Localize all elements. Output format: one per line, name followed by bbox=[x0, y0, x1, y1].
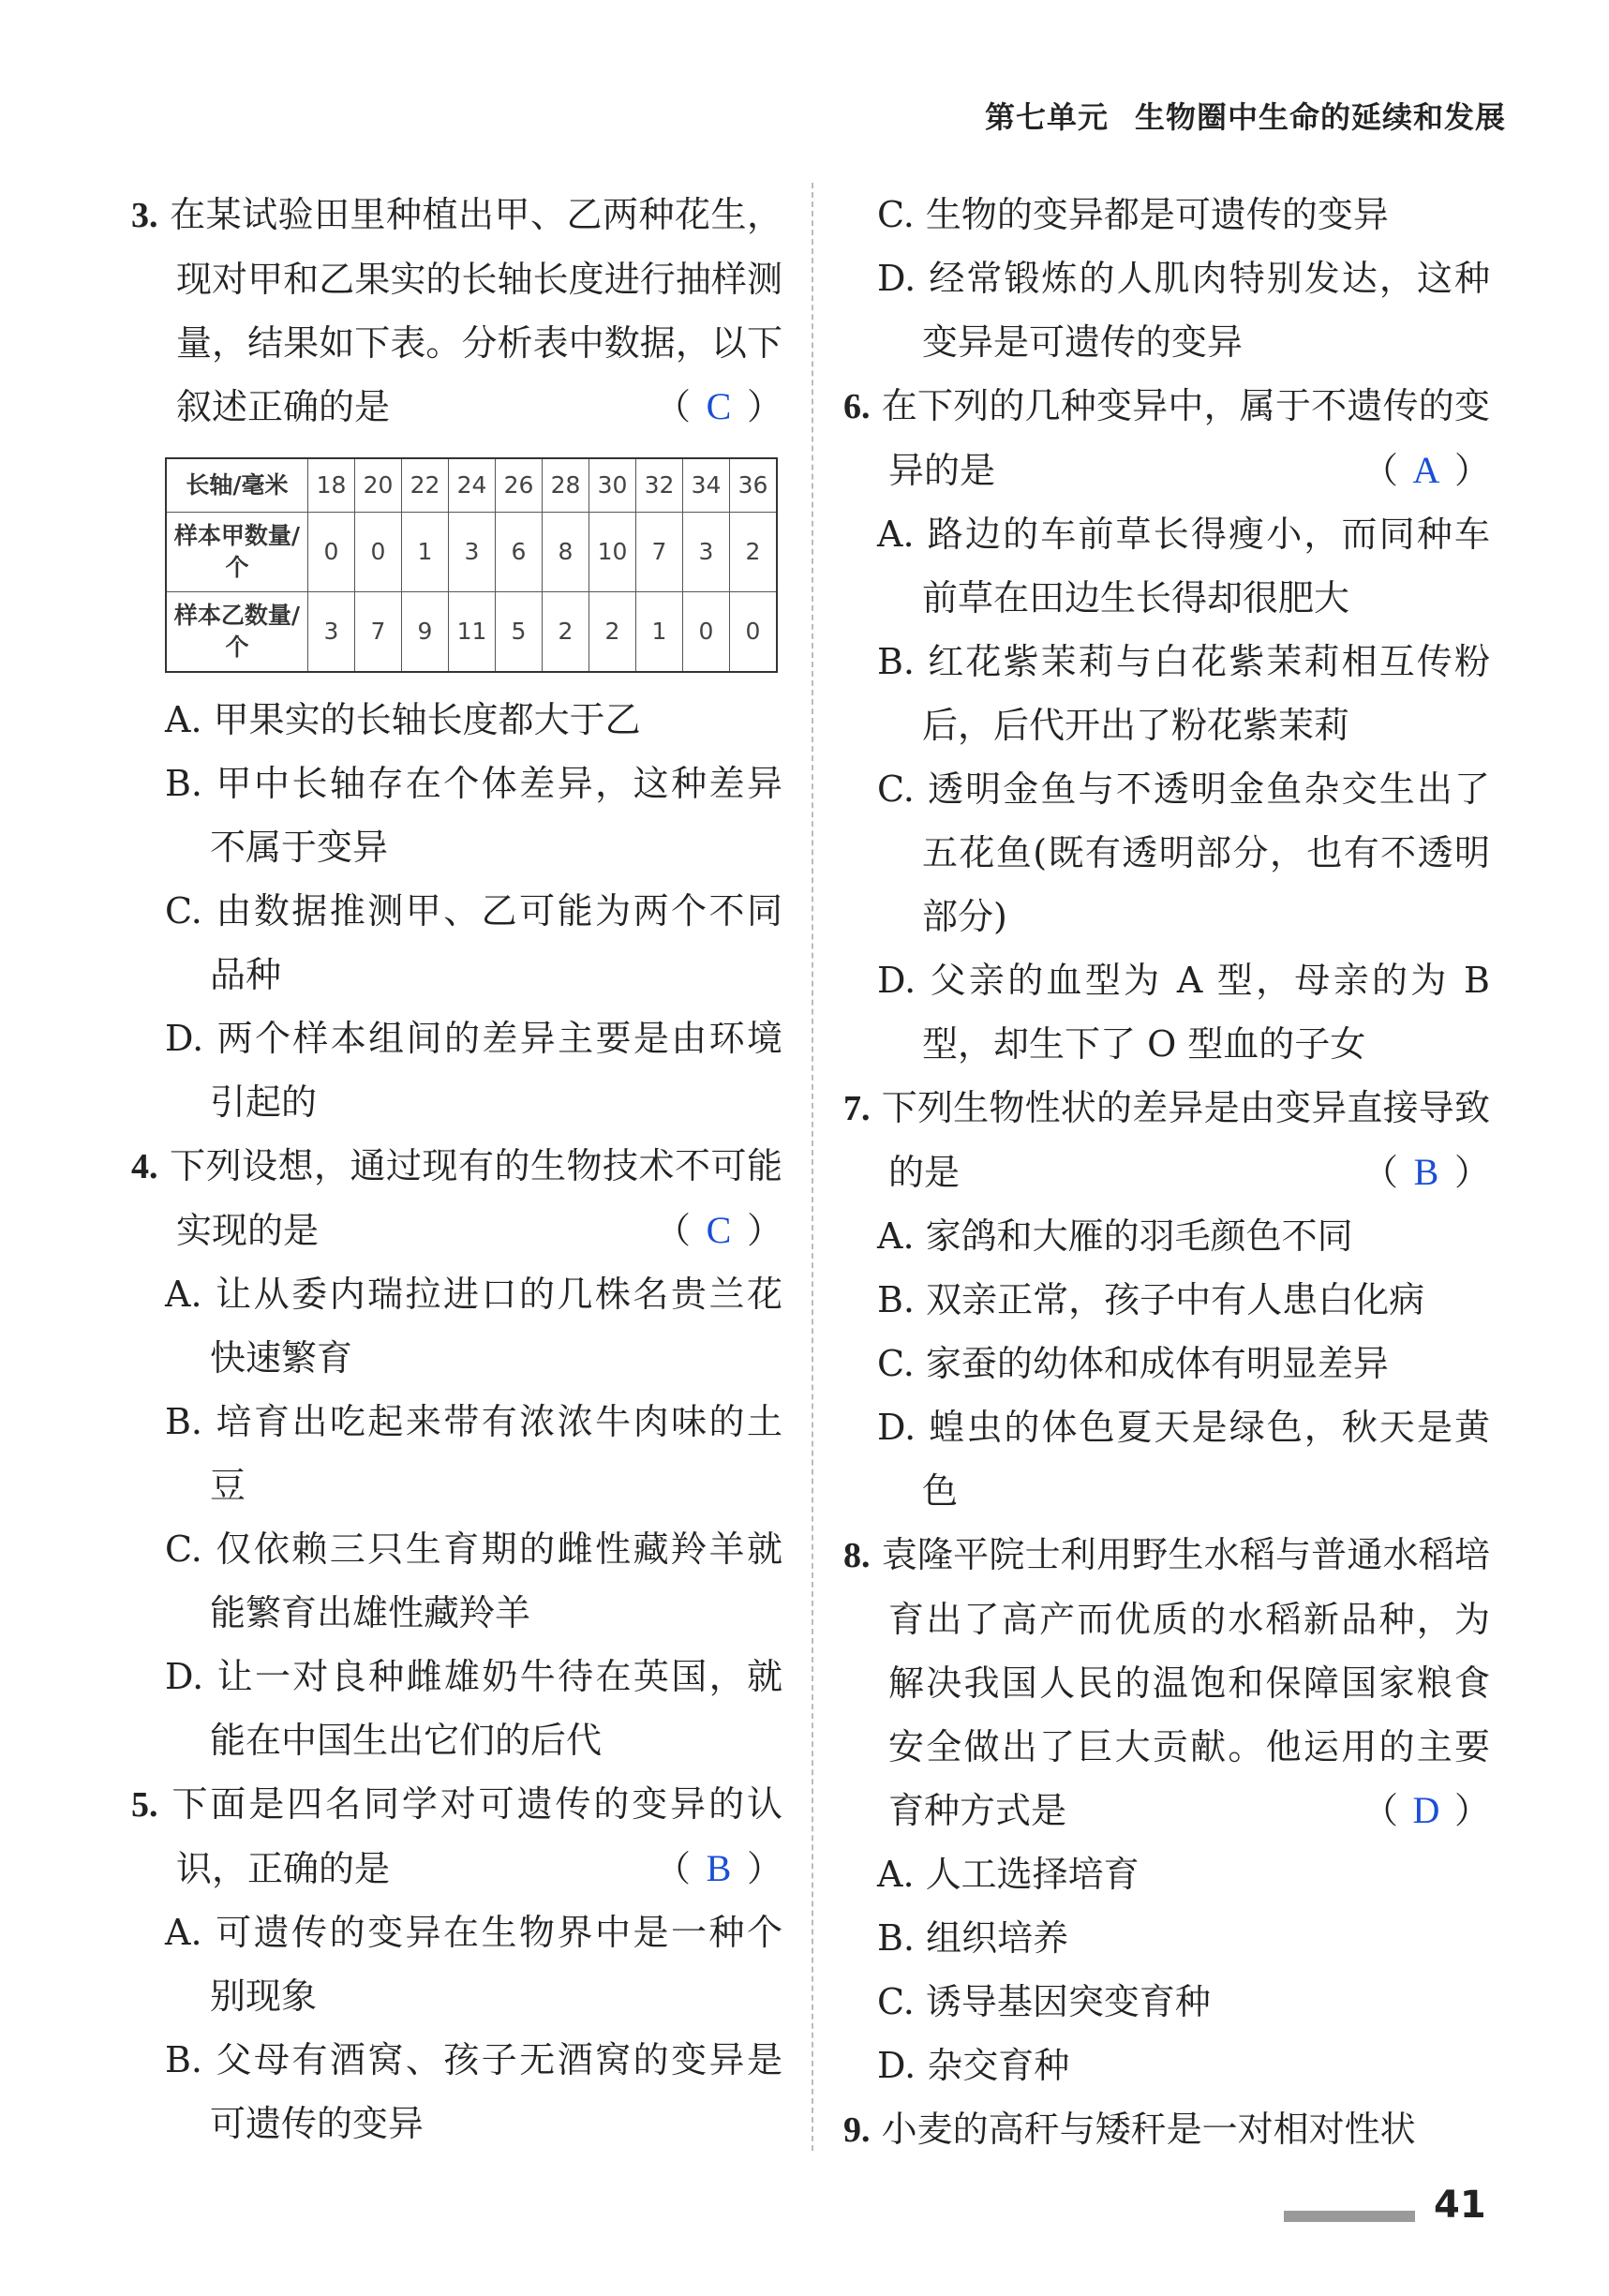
table-cell: 0 bbox=[308, 513, 355, 592]
option-a: A. 让从委内瑞拉进口的几株名贵兰花快速繁育 bbox=[165, 1274, 782, 1379]
table-cell: 36 bbox=[730, 458, 778, 513]
table-cell: 3 bbox=[683, 513, 730, 592]
answer-bracket: （ C ） bbox=[700, 1199, 782, 1262]
option-b: B. 双亲正常，孩子中有人患白化病 bbox=[877, 1279, 1425, 1320]
table-cell: 1 bbox=[636, 592, 683, 673]
answer-letter: C bbox=[706, 385, 732, 427]
stem-text: 小麦的高秆与矮秆是一对相对性状 bbox=[881, 2109, 1416, 2150]
answer-bracket: （ C ） bbox=[700, 375, 782, 439]
table-cell: 2 bbox=[730, 513, 778, 592]
table-cell: 24 bbox=[449, 458, 496, 513]
question-9 bbox=[843, 2097, 1490, 2162]
table-row bbox=[166, 513, 777, 592]
table-cell: 11 bbox=[449, 592, 496, 673]
option-c: C. 生物的变异都是可遗传的变异 bbox=[877, 194, 1389, 235]
table-cell: 18 bbox=[308, 458, 355, 513]
question-number: 5. bbox=[131, 1785, 158, 1825]
option-b: B. 培育出吃起来带有浓浓牛肉味的土豆 bbox=[165, 1401, 782, 1506]
unit-title: 生物圈中生命的延续和发展 bbox=[1134, 99, 1506, 135]
table-cell: 9 bbox=[402, 592, 449, 673]
answer-bracket: （ D ） bbox=[1408, 1779, 1490, 1842]
stem-text: 下列设想，通过现有的生物技术不可能实现的是 bbox=[170, 1145, 782, 1251]
page-number: 41 bbox=[1434, 2184, 1486, 2227]
option-c: C. 仅依赖三只生育期的雌性藏羚羊就能繁育出雄性藏羚羊 bbox=[165, 1528, 782, 1633]
question-number: 4. bbox=[131, 1147, 158, 1186]
table-cell: 10 bbox=[589, 513, 636, 592]
option-b: B. 父母有酒窝、孩子无酒窝的变异是可遗传的变异 bbox=[165, 2039, 782, 2144]
stem-text: 下面是四名同学对可遗传的变异的认识，正确的是 bbox=[171, 1783, 782, 1889]
question-stem bbox=[843, 2097, 1490, 2162]
question-4 bbox=[131, 1134, 782, 1772]
option-d: D. 杂交育种 bbox=[877, 2045, 1070, 2086]
option-c: C. 透明金鱼与不透明金鱼杂交生出了五花鱼(既有透明部分，也有不透明部分) bbox=[877, 768, 1490, 937]
table-cell: 2 bbox=[589, 592, 636, 673]
table-cell: 32 bbox=[636, 458, 683, 513]
footer-bar bbox=[1284, 2211, 1415, 2222]
option-a: A. 路边的车前草长得瘦小，而同种车前草在田边生长得却很肥大 bbox=[877, 514, 1490, 619]
answer-letter: C bbox=[706, 1209, 732, 1251]
table-row bbox=[166, 592, 777, 673]
stem-text: 袁隆平院士利用野生水稻与普通水稻培育出了高产而优质的水稻新品种，为解决我国人民的温饱和保障国家粮食安全做出了巨大贡献。他运用的主要育种方式是 bbox=[881, 1534, 1490, 1831]
option-d: D. 让一对良种雌雄奶牛待在英国，就能在中国生出它们的后代 bbox=[165, 1656, 782, 1761]
left-column bbox=[131, 183, 782, 2155]
answer-letter: D bbox=[1412, 1789, 1440, 1831]
table-cell: 3 bbox=[449, 513, 496, 592]
option-a: A. 家鸽和大雁的羽毛颜色不同 bbox=[877, 1215, 1353, 1257]
answer-letter: A bbox=[1412, 449, 1440, 491]
question-stem bbox=[843, 1076, 1490, 1204]
table-cell: 22 bbox=[402, 458, 449, 513]
question-stem bbox=[843, 374, 1490, 502]
option-a: A. 人工选择培育 bbox=[877, 1854, 1140, 1895]
answer-letter: B bbox=[1413, 1151, 1439, 1193]
option-a: A. 可遗传的变异在生物界中是一种个别现象 bbox=[165, 1912, 782, 2017]
table-cell: 28 bbox=[543, 458, 589, 513]
option-b: B. 甲中长轴存在个体差异，这种差异不属于变异 bbox=[165, 763, 782, 868]
option-d: D. 两个样本组间的差异主要是由环境引起的 bbox=[165, 1018, 782, 1123]
table-cell: 1 bbox=[402, 513, 449, 592]
table-row bbox=[166, 458, 777, 513]
table-cell: 34 bbox=[683, 458, 730, 513]
question-7 bbox=[843, 1076, 1490, 1523]
option-c: C. 由数据推测甲、乙可能为两个不同品种 bbox=[165, 890, 782, 995]
table-cell: 2 bbox=[543, 592, 589, 673]
option-b: B. 红花紫茉莉与白花紫茉莉相互传粉后，后代开出了粉花紫茉莉 bbox=[877, 641, 1490, 746]
table-cell: 30 bbox=[589, 458, 636, 513]
question-stem bbox=[131, 1134, 782, 1262]
question-stem bbox=[131, 183, 782, 439]
option-c: C. 家蚕的幼体和成体有明显差异 bbox=[877, 1343, 1389, 1384]
table-cell: 样本甲数量/个 bbox=[166, 513, 308, 592]
question-number: 3. bbox=[131, 196, 158, 235]
option-d: D. 父亲的血型为 A 型，母亲的为 B 型，却生下了 O 型血的子女 bbox=[877, 960, 1490, 1065]
table-cell: 长轴/毫米 bbox=[166, 458, 308, 513]
page-header bbox=[985, 94, 1506, 137]
question-6 bbox=[843, 374, 1490, 1076]
stem-text: 在某试验田里种植出甲、乙两种花生，现对甲和乙果实的长轴长度进行抽样测量，结果如下表。分析表中数据，以下叙述正确的是 bbox=[170, 194, 782, 427]
answer-letter: B bbox=[706, 1847, 732, 1889]
data-table bbox=[165, 457, 778, 673]
option-d: D. 经常锻炼的人肌肉特别发达，这种变异是可遗传的变异 bbox=[877, 258, 1490, 363]
column-divider bbox=[812, 183, 813, 2151]
table-cell: 6 bbox=[496, 513, 543, 592]
question-3 bbox=[131, 183, 782, 1134]
option-b: B. 组织培养 bbox=[877, 1917, 1069, 1959]
table-cell: 0 bbox=[355, 513, 402, 592]
right-column bbox=[843, 183, 1490, 2162]
option-a: A. 甲果实的长轴长度都大于乙 bbox=[165, 699, 641, 740]
table-cell: 样本乙数量/个 bbox=[166, 592, 308, 673]
unit-label: 第七单元 bbox=[984, 99, 1109, 135]
answer-bracket: （ A ） bbox=[1408, 439, 1490, 502]
table-cell: 0 bbox=[730, 592, 778, 673]
question-number: 6. bbox=[843, 387, 871, 426]
answer-bracket: （ B ） bbox=[700, 1837, 782, 1901]
answer-bracket: （ B ） bbox=[1408, 1141, 1490, 1204]
option-c: C. 诱导基因突变育种 bbox=[877, 1981, 1211, 2022]
table-cell: 0 bbox=[683, 592, 730, 673]
question-number: 9. bbox=[843, 2110, 871, 2150]
table-cell: 7 bbox=[355, 592, 402, 673]
table-cell: 26 bbox=[496, 458, 543, 513]
question-number: 7. bbox=[843, 1089, 871, 1128]
stem-text: 在下列的几种变异中，属于不遗传的变异的是 bbox=[881, 385, 1490, 491]
stem-text: 下列生物性状的差异是由变异直接导致的是 bbox=[881, 1087, 1490, 1193]
table-cell: 3 bbox=[308, 592, 355, 673]
question-5-continued bbox=[843, 183, 1490, 374]
question-5 bbox=[131, 1772, 782, 2155]
table-cell: 20 bbox=[355, 458, 402, 513]
option-d: D. 蝗虫的体色夏天是绿色，秋天是黄色 bbox=[877, 1407, 1490, 1512]
table-cell: 8 bbox=[543, 513, 589, 592]
question-number: 8. bbox=[843, 1536, 871, 1575]
table-cell: 7 bbox=[636, 513, 683, 592]
question-stem bbox=[843, 1523, 1490, 1842]
question-8 bbox=[843, 1523, 1490, 2097]
table-cell: 5 bbox=[496, 592, 543, 673]
question-stem bbox=[131, 1772, 782, 1901]
